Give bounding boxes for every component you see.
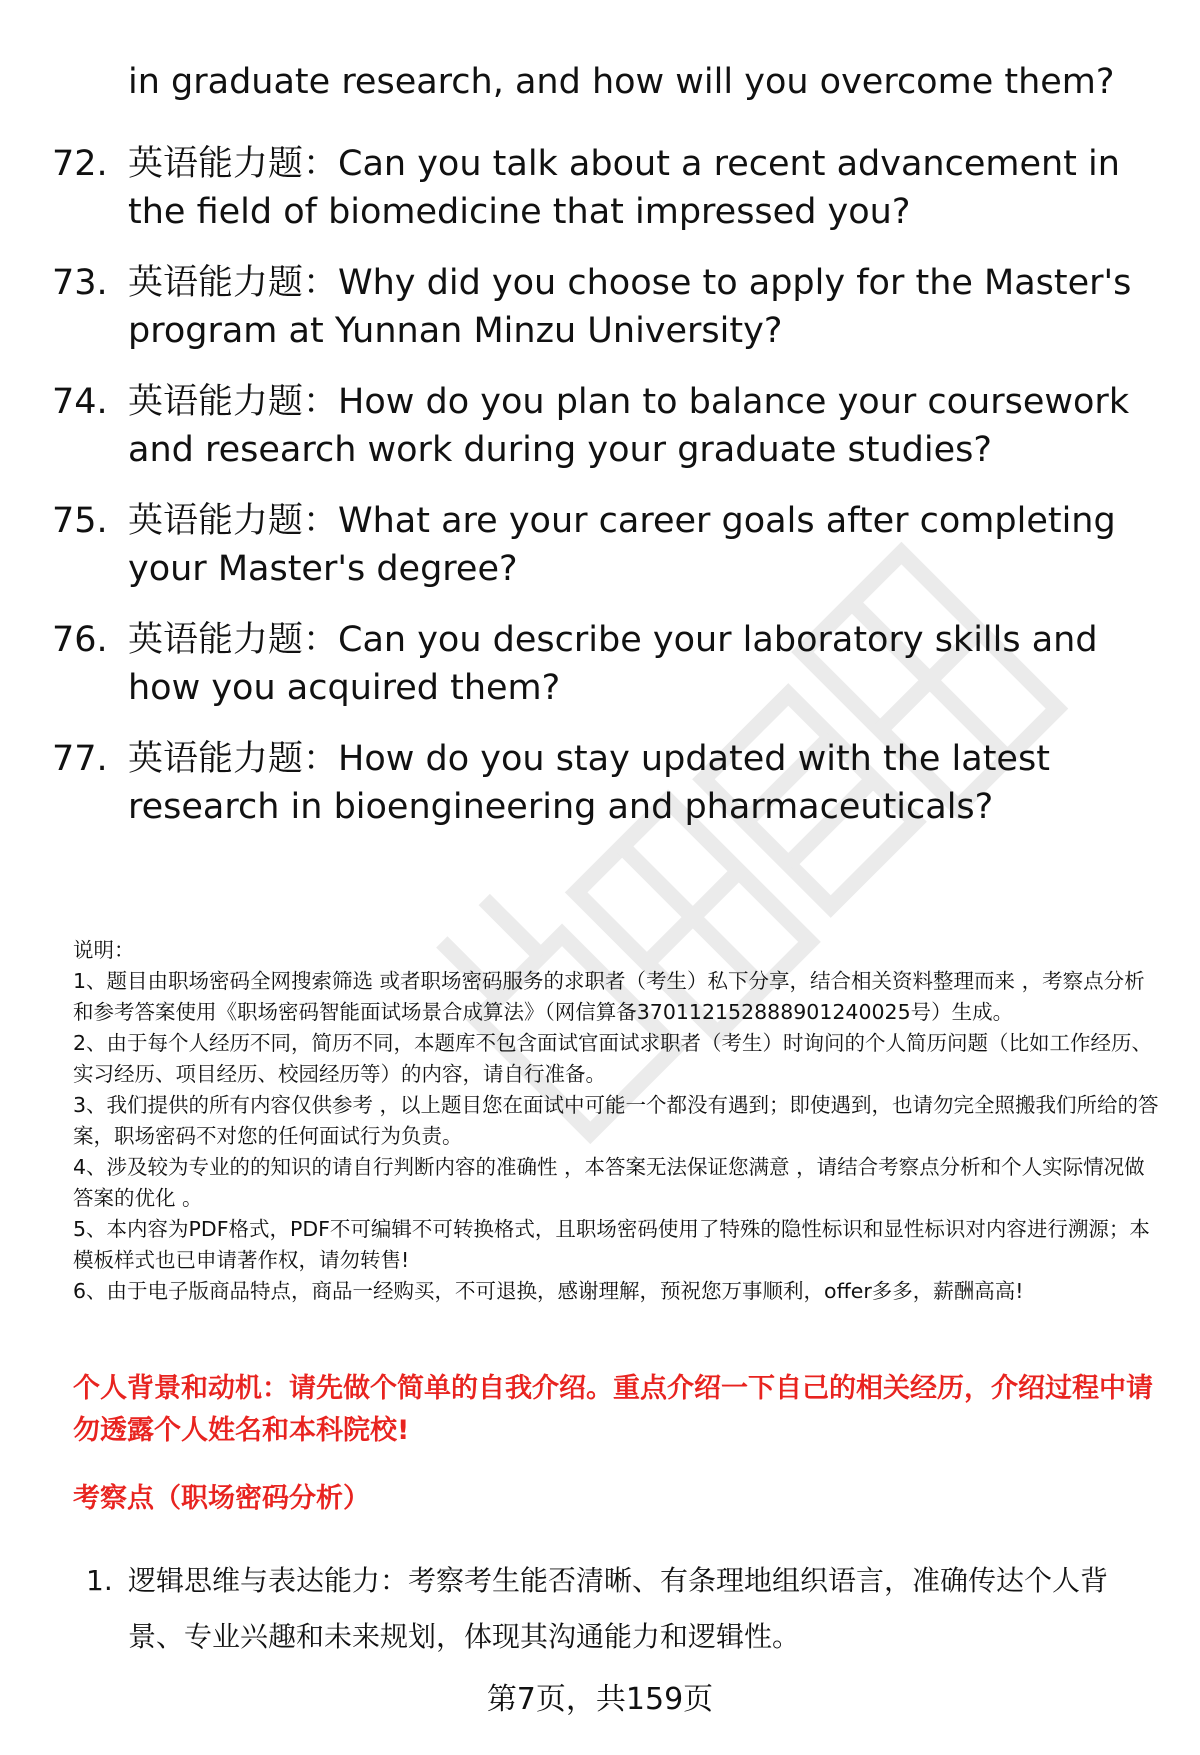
question-body: How do you plan to balance your coursework and research work during your graduate studies?: [128, 382, 1130, 470]
question-body: Can you describe your laboratory skills and how you acquired them?: [128, 620, 1098, 708]
question-number: 76.: [52, 620, 108, 660]
question-item: [0, 378, 1200, 478]
question-item: [0, 735, 1200, 835]
point-text: 逻辑思维与表达能力：考察考生能否清晰、有条理地组织语言，准确传达个人背景、专业兴趣和未来规划，体现其沟通能力和逻辑性。: [128, 1564, 1109, 1653]
question-tag: 英语能力题：: [128, 501, 339, 541]
notes-title: 说明：: [73, 938, 135, 962]
question-body: Can you talk about a recent advancement in the field of biomedicine that impressed you?: [128, 144, 1120, 232]
points-title: 考察点（职场密码分析）: [73, 1483, 370, 1514]
question-tag: 英语能力题：: [128, 144, 339, 184]
question-text: [128, 616, 1148, 712]
question-tag: 英语能力题：: [128, 739, 339, 779]
question-tag: 英语能力题：: [128, 382, 339, 422]
question-text: [128, 735, 1148, 831]
section-question-heading: 个人背景和动机：请先做个简单的自我介绍。重点介绍一下自己的相关经历，介绍过程中请勿透露个人姓名和本科院校!: [73, 1373, 1153, 1446]
question-tag: 英语能力题：: [128, 263, 339, 303]
question-number: 74.: [52, 382, 108, 422]
question-text: [128, 140, 1148, 236]
question-body: What are your career goals after completing your Master's degree?: [128, 501, 1116, 589]
question-number: 73.: [52, 263, 108, 303]
question-tag: 英语能力题：: [128, 620, 339, 660]
question-text: [128, 378, 1148, 474]
note-line: 5、本内容为PDF格式，PDF不可编辑不可转换格式，且职场密码使用了特殊的隐性标识和显性标识对内容进行溯源；本模板样式也已申请著作权，请勿转售!: [73, 1217, 1150, 1272]
page-footer: 第7页，共159页: [486, 1682, 714, 1717]
question-number: 72.: [52, 144, 108, 184]
note-line: 1、题目由职场密码全网搜索筛选 或者职场密码服务的求职者（考生）私下分享，结合相关资料整理而来 ，考察点分析和参考答案使用《职场密码智能面试场景合成算法》（网信算备370112152888901240025号）生成。: [73, 969, 1145, 1024]
question-text: [128, 259, 1148, 355]
question-number: 75.: [52, 501, 108, 541]
point-number: 1.: [86, 1564, 113, 1597]
question-body: How do you stay updated with the latest research in bioengineering and pharmaceuticals?: [128, 739, 1050, 827]
question-item: [0, 140, 1200, 240]
note-line: 3、我们提供的所有内容仅供参考 ，以上题目您在面试中可能一个都没有遇到；即使遇到，也请勿完全照搬我们所给的答案，职场密码不对您的任何面试行为负责。: [73, 1093, 1159, 1148]
note-line: 4、涉及较为专业的的知识的请自行判断内容的准确性 ，本答案无法保证您满意 ，请结合考察点分析和个人实际情况做答案的优化 。: [73, 1155, 1145, 1210]
note-line: 2、由于每个人经历不同，简历不同，本题库不包含面试官面试求职者（考生）时询问的个人简历问题（比如工作经历、实习经历、项目经历、校园经历等）的内容，请自行准备。: [73, 1031, 1153, 1086]
question-continuation: in graduate research, and how will you overcome them?: [128, 62, 1115, 102]
question-item: [0, 497, 1200, 597]
question-body: Why did you choose to apply for the Master's program at Yunnan Minzu University?: [128, 263, 1132, 351]
notes-section: [73, 935, 1163, 1307]
question-item: [0, 259, 1200, 359]
note-line: 6、由于电子版商品特点，商品一经购买，不可退换，感谢理解，预祝您万事顺利，offer多多，薪酬高高!: [73, 1279, 1024, 1303]
question-number: 77.: [52, 739, 108, 779]
question-text: [128, 497, 1148, 593]
question-item: [0, 616, 1200, 716]
